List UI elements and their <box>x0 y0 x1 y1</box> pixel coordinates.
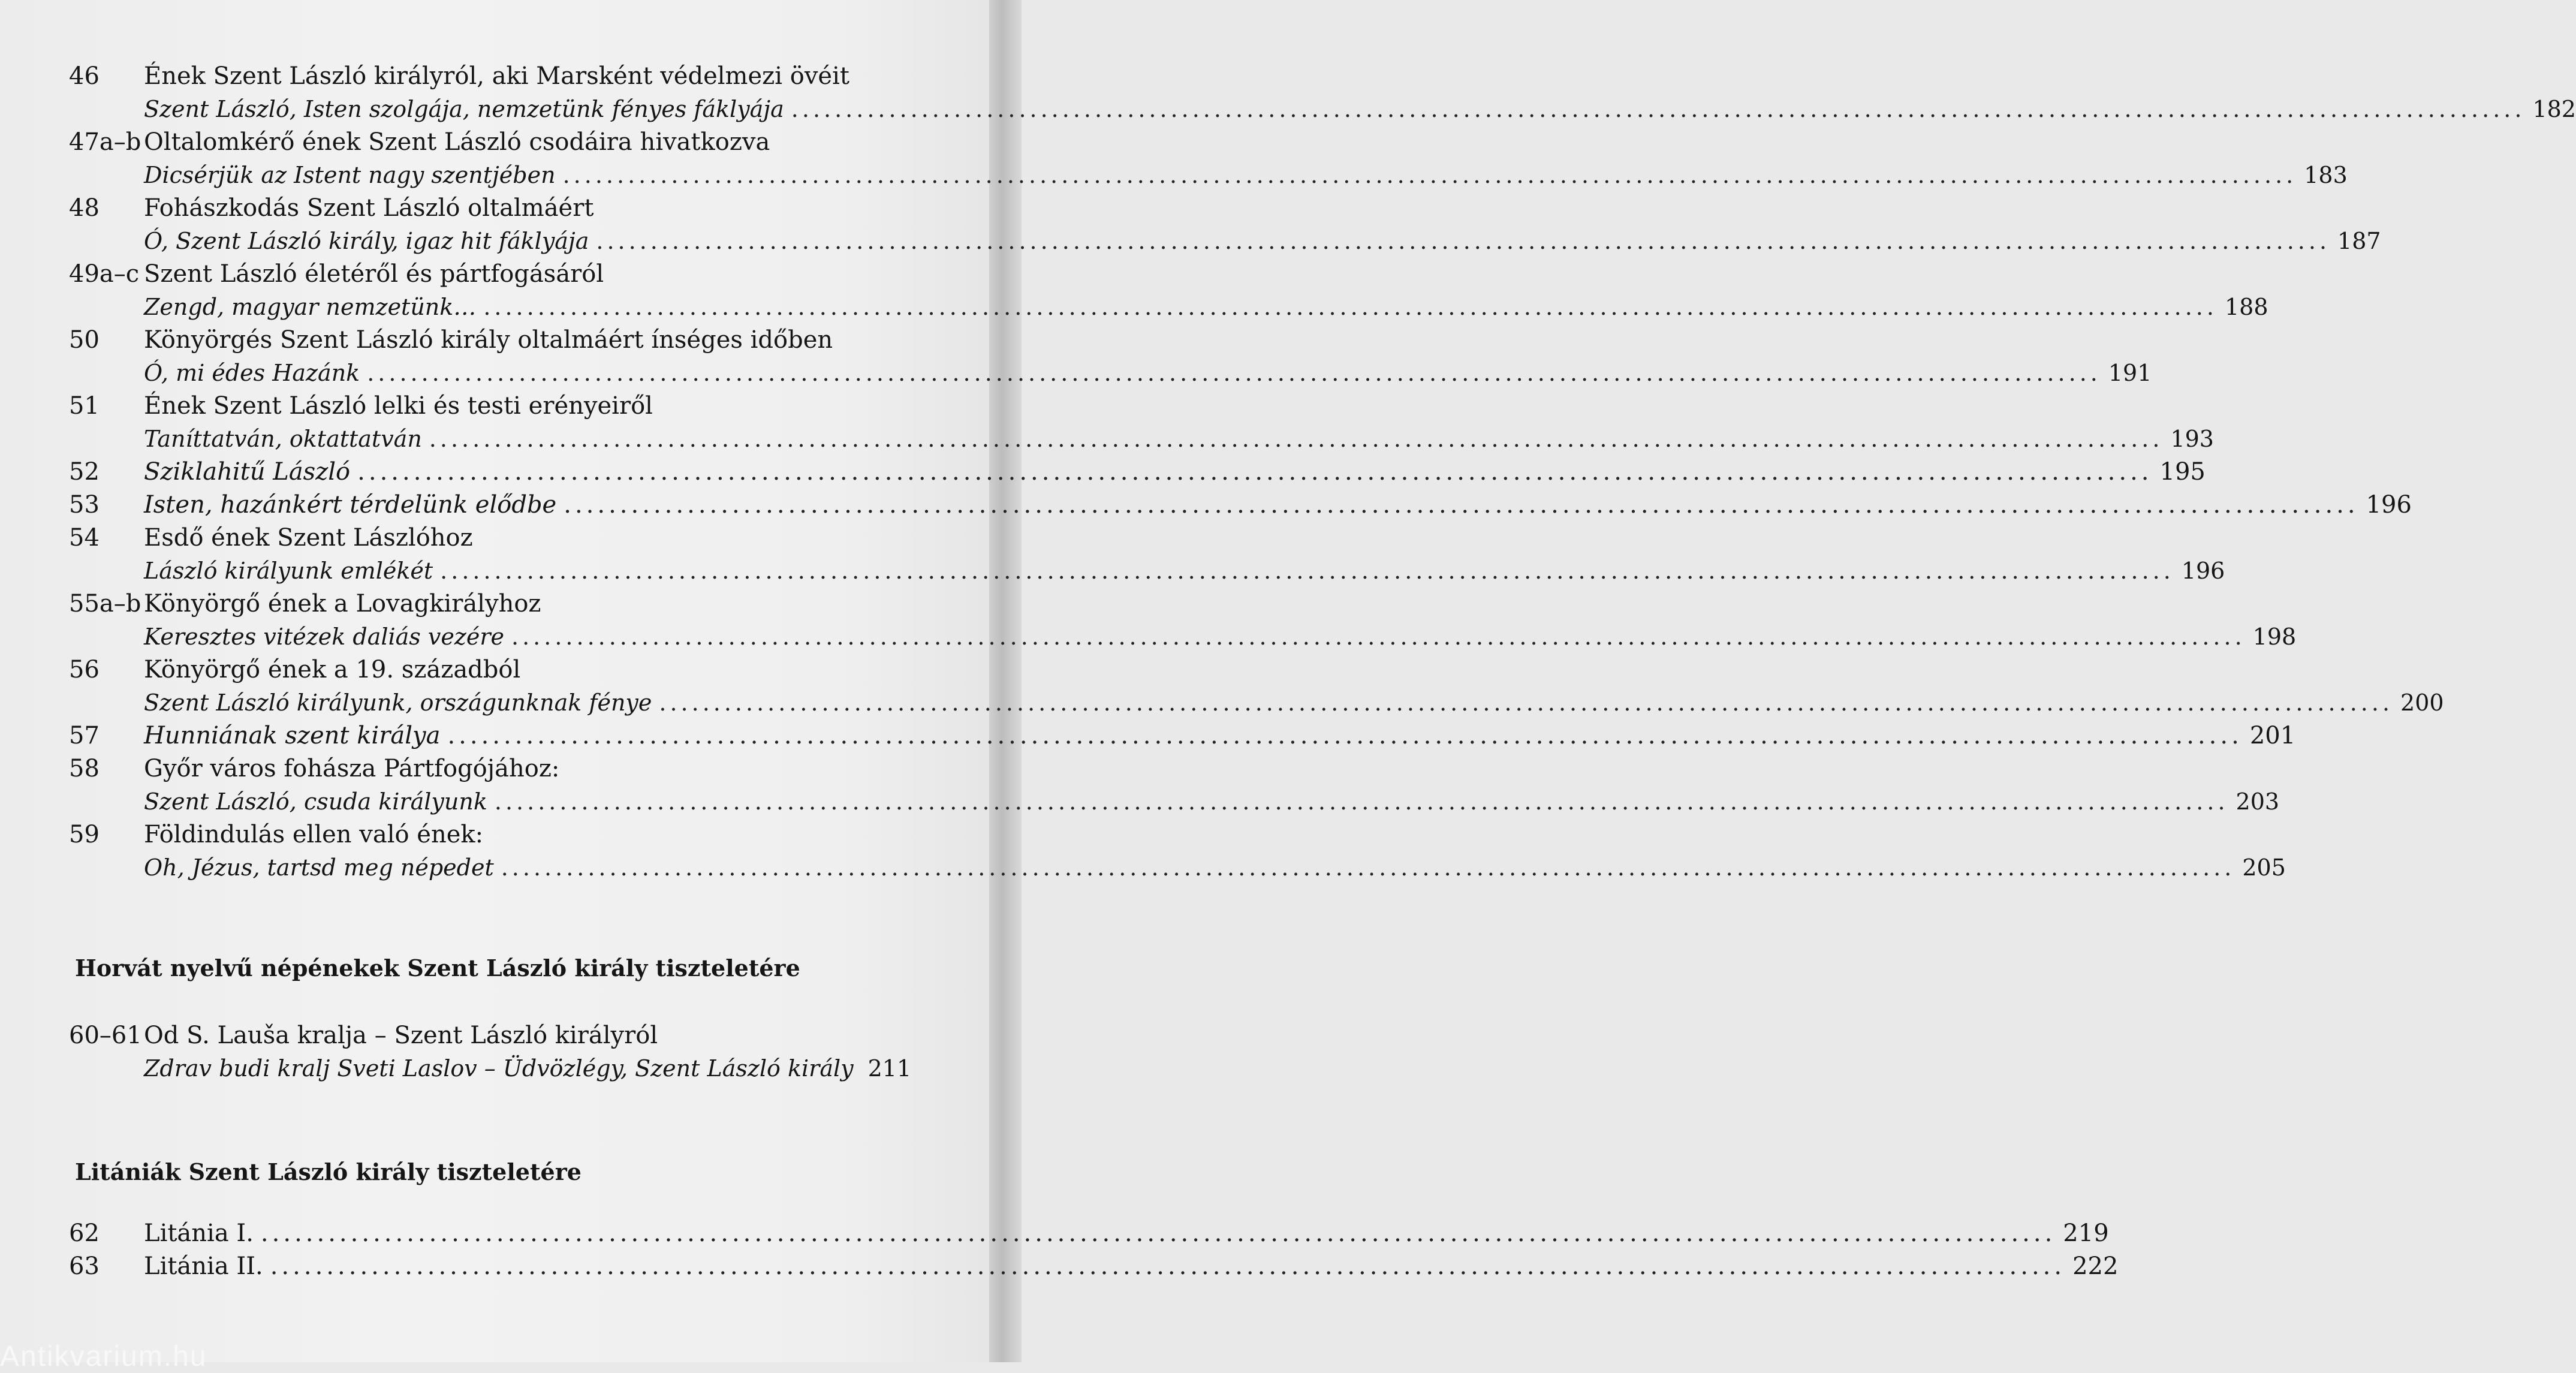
entry-incipit: Szent László, csuda királyunk <box>144 788 487 815</box>
leader-dots: ................................................................................................................................................................ <box>357 458 2153 486</box>
toc-list-litanies <box>69 1217 2119 1283</box>
entry-title: Ének Szent László lelki és testi erényeiről <box>144 392 653 420</box>
entry-title-row <box>69 60 896 93</box>
entry-incipit: László királyunk emlékét <box>144 558 433 584</box>
entry-number: 54 <box>69 524 100 552</box>
entry-title-row <box>69 390 896 423</box>
entry-title: Szent László életéről és pártfogásáról <box>144 260 604 288</box>
entry-page: 222 <box>2072 1252 2119 1280</box>
page-edge <box>989 0 1022 1362</box>
entry-number: 48 <box>69 194 100 222</box>
entry-title: Győr város fohásza Pártfogójához: <box>144 755 560 782</box>
toc-entry <box>69 60 2576 126</box>
entry-title-row <box>69 126 896 159</box>
leader-dots: ................................................................................................................................................................ <box>429 426 2164 452</box>
entry-incipit: Szent László, Isten szolgája, nemzetünk fényes fáklyája <box>144 96 784 122</box>
entry-title: Könyörgő ének a Lovagkirályhoz <box>144 590 541 618</box>
entry-title-row <box>69 719 2296 752</box>
toc-entry <box>69 1217 2109 1250</box>
entry-page: 219 <box>2063 1220 2109 1247</box>
leader-dots: ................................................................................................................................................................ <box>564 491 2359 519</box>
entry-title-row <box>69 456 2206 489</box>
entry-title: Litánia I. <box>144 1220 254 1247</box>
entry-page: 196 <box>2181 558 2225 584</box>
entry-incipit-row <box>69 785 2280 818</box>
leader-dots: ................................................................................................................................................................ <box>791 96 2526 122</box>
entry-title-row <box>69 258 896 291</box>
entry-page: 211 <box>867 1055 912 1082</box>
entry-page: 201 <box>2249 722 2296 749</box>
entry-page: 203 <box>2235 788 2280 815</box>
entry-incipit: Sziklahitű László <box>144 458 351 486</box>
entry-title: Ének Szent László királyról, aki Marsként védelmezi övéit <box>144 62 849 90</box>
entry-page: 191 <box>2108 360 2152 386</box>
entry-incipit: Hunniának szent királya <box>144 722 441 749</box>
entry-number: 51 <box>69 392 100 420</box>
entry-incipit-row <box>69 357 2152 390</box>
entry-title: Könyörgő ének a 19. századból <box>144 656 521 684</box>
entry-page: 182 <box>2532 96 2576 122</box>
entry-page: 195 <box>2159 458 2206 486</box>
entry-title-row <box>69 752 896 785</box>
entry-incipit-row <box>69 851 2286 884</box>
toc-entry <box>69 390 2214 456</box>
toc-list-croatian <box>69 1019 912 1085</box>
leader-dots: ................................................................................................................................................................ <box>596 228 2331 254</box>
toc-entry <box>69 126 2348 192</box>
entry-incipit: Zengd, magyar nemzetünk… <box>144 294 477 320</box>
entry-title: Litánia II. <box>144 1252 263 1280</box>
leader-dots: ................................................................................................................................................................ <box>367 360 2101 386</box>
entry-number: 53 <box>69 491 100 519</box>
entry-title: Földindulás ellen való ének: <box>144 821 484 848</box>
section-heading-croatian: Horvát nyelvű népénekek Szent László király tiszteletére <box>75 955 800 981</box>
toc-list <box>69 60 2576 884</box>
entry-title: Od S. Lauša kralja – Szent László királyról <box>144 1022 658 1049</box>
leader-dots: ................................................................................................................................................................ <box>440 558 2174 584</box>
entry-incipit: Dicsérjük az Istent nagy szentjében <box>144 162 556 188</box>
entry-incipit: Szent László királyunk, országunknak fénye <box>144 689 652 716</box>
entry-title-row <box>69 489 2412 522</box>
entry-title-row <box>69 588 896 621</box>
leader-dots: ................................................................................................................................................................ <box>562 162 2297 188</box>
entry-number: 57 <box>69 722 100 749</box>
toc-entry <box>69 324 2152 390</box>
entry-title: Oltalomkérő ének Szent László csodáira hivatkozva <box>144 128 770 156</box>
entry-incipit: Taníttatván, oktattatván <box>144 426 422 452</box>
entry-page: 188 <box>2224 294 2268 320</box>
toc-entry <box>69 818 2286 884</box>
entry-number: 50 <box>69 326 100 354</box>
leader-dots: ................................................................................................................................................................ <box>270 1252 2066 1280</box>
leader-dots: ................................................................................................................................................................ <box>483 294 2218 320</box>
toc-entry <box>69 522 2225 588</box>
entry-number: 47a–b <box>69 128 141 156</box>
entry-number: 49a–c <box>69 260 140 288</box>
toc-entry <box>69 456 2206 489</box>
entry-page: 193 <box>2170 426 2214 452</box>
entry-incipit: Ó, mi édes Hazánk <box>144 360 360 386</box>
entry-incipit-row <box>69 225 2381 258</box>
toc-entry <box>69 258 2268 324</box>
entry-title-row <box>69 324 896 357</box>
entry-incipit-row <box>69 93 2576 126</box>
entry-incipit: Oh, Jézus, tartsd meg népedet <box>144 854 494 881</box>
toc-entry <box>69 1019 912 1085</box>
entry-number: 59 <box>69 821 100 848</box>
entry-incipit: Keresztes vitézek daliás vezére <box>144 624 505 650</box>
entry-page: 200 <box>2400 689 2444 716</box>
entry-number: 60–61 <box>69 1022 142 1049</box>
entry-title-row <box>69 654 896 687</box>
entry-page: 196 <box>2366 491 2412 519</box>
section-heading-litanies: Litániák Szent László király tiszteletére <box>75 1158 582 1185</box>
entry-page: 183 <box>2304 162 2348 188</box>
toc-entry <box>69 192 2381 258</box>
entry-incipit-row <box>69 423 2214 456</box>
entry-page: 198 <box>2252 624 2297 650</box>
entry-title: Esdő ének Szent Lászlóhoz <box>144 524 473 552</box>
entry-incipit-row <box>69 621 2297 654</box>
toc-entry <box>69 752 2280 818</box>
toc-entry <box>69 588 2297 654</box>
entry-number: 62 <box>69 1220 100 1247</box>
entry-incipit-row <box>69 687 2444 719</box>
entry-incipit-row <box>69 159 2348 192</box>
leader-dots: ................................................................................................................................................................ <box>659 689 2394 716</box>
entry-number: 63 <box>69 1252 100 1280</box>
leader-dots: ................................................................................................................................................................ <box>260 1220 2056 1247</box>
entry-title: Fohászkodás Szent László oltalmáért <box>144 194 594 222</box>
toc-entry <box>69 654 2444 719</box>
entry-number: 52 <box>69 458 100 486</box>
entry-title-row <box>69 192 896 225</box>
leader-dots: ................................................................................................................................................................ <box>494 788 2229 815</box>
toc-entry <box>69 489 2412 522</box>
watermark: Antikvarium.hu <box>0 1341 207 1372</box>
entry-incipit: Zdrav budi kralj Sveti Laslov – Üdvözlégy, Szent László király <box>144 1055 854 1082</box>
leader-dots: ................................................................................................................................................................ <box>511 624 2246 650</box>
entry-incipit-row <box>69 555 2225 588</box>
leader-dots: ................................................................................................................................................................ <box>501 854 2235 881</box>
leader-dots: ................................................................................................................................................................ <box>447 722 2243 749</box>
toc-entry <box>69 719 2296 752</box>
entry-title-row <box>69 522 896 555</box>
entry-number: 46 <box>69 62 100 90</box>
entry-number: 56 <box>69 656 100 684</box>
entry-incipit-row <box>69 291 2268 324</box>
toc-entry <box>69 1250 2119 1283</box>
entry-number: 58 <box>69 755 100 782</box>
entry-title: Könyörgés Szent László király oltalmáért ínséges időben <box>144 326 833 354</box>
entry-title-row <box>69 818 896 851</box>
entry-incipit: Isten, hazánkért térdelünk elődbe <box>144 491 557 519</box>
entry-number: 55a–b <box>69 590 141 618</box>
entry-page: 205 <box>2242 854 2286 881</box>
entry-incipit: Ó, Szent László király, igaz hit fáklyája <box>144 228 589 254</box>
entry-page: 187 <box>2337 228 2381 254</box>
